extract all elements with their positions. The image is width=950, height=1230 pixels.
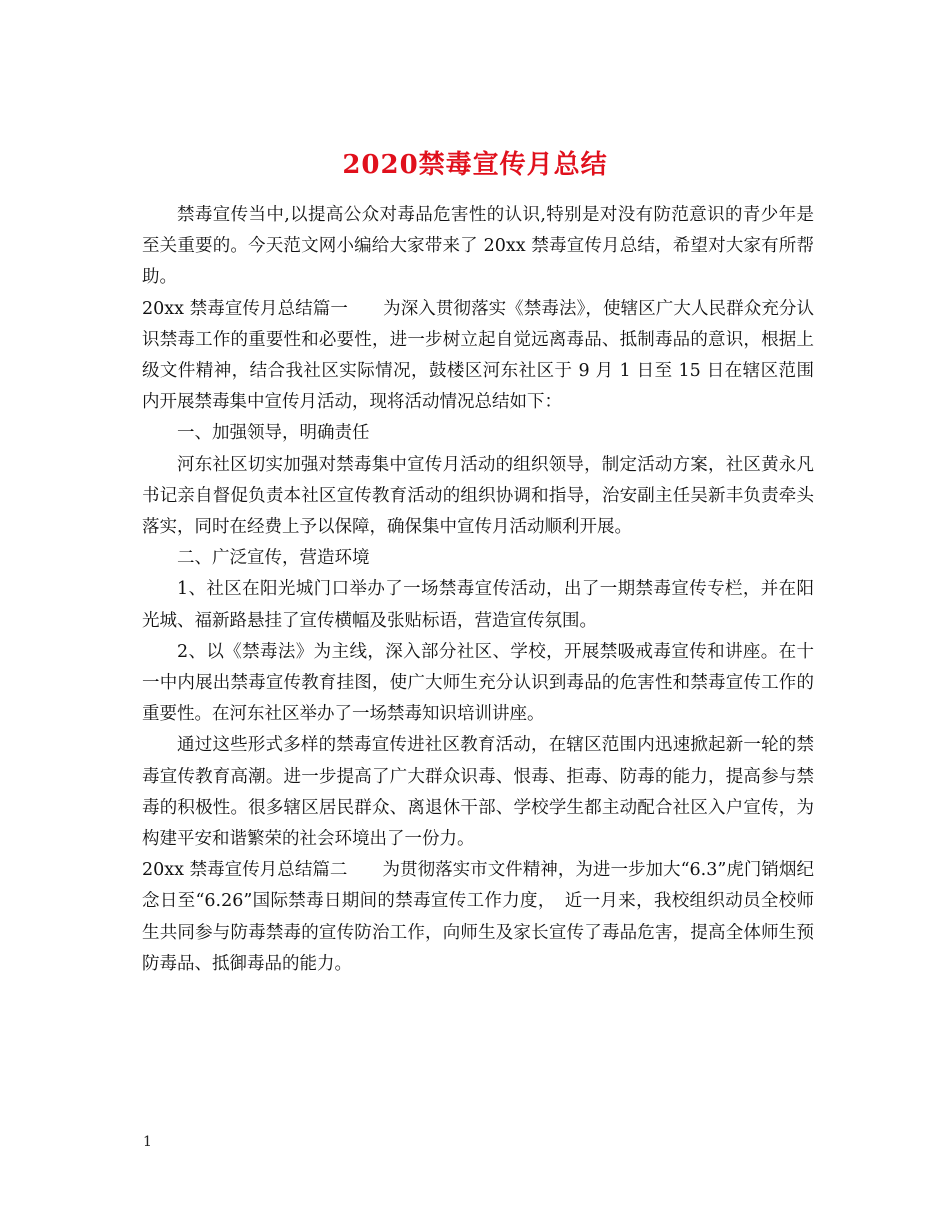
- document-body: [142, 200, 814, 980]
- subheading-leadership: 一、加强领导，明确责任: [177, 423, 370, 444]
- section-two-heading-paragraph: 20xx 禁毒宣传月总结篇二 为贯彻落实市文件精神，为进一步加大“6.3”虎门销烟纪念日至“6.26”国际禁毒日期间的禁毒宣传工作力度， 近一月来，我校组织动员全校师生共同参与防毒禁毒的宣传防治工作，向师生及家长宣传了毒品危害，提高全体师生预防毒品、抵御毒品的能力。: [142, 860, 814, 974]
- publicity-item-1: 1、社区在阳光城门口举办了一场禁毒宣传活动，出了一期禁毒宣传专栏，并在阳光城、福新路悬挂了宣传横幅及张贴标语，营造宣传氛围。: [142, 579, 814, 631]
- leadership-paragraph: 河东社区切实加强对禁毒集中宣传月活动的组织领导，制定活动方案，社区黄永凡书记亲自督促负责本社区宣传教育活动的组织协调和指导，治安副主任吴新丰负责牵头落实，同时在经费上予以保障，确保集中宣传月活动顺利开展。: [142, 454, 814, 538]
- document-title: 2020禁毒宣传月总结: [342, 150, 608, 181]
- page-number: 1: [143, 1134, 152, 1150]
- publicity-item-2: 2、以《禁毒法》为主线，深入部分社区、学校，开展禁吸戒毒宣传和讲座。在十一中内展出禁毒宣传教育挂图，使广大师生充分认识到毒品的危害性和禁毒宣传工作的重要性。在河东社区举办了一场禁毒知识培训讲座。: [142, 641, 814, 725]
- subheading-publicity: 二、广泛宣传，营造环境: [177, 548, 370, 569]
- intro-paragraph: 禁毒宣传当中,以提高公众对毒品危害性的认识,特别是对没有防范意识的青少年是至关重要的。今天范文网小编给大家带来了 20xx 禁毒宣传月总结，希望对大家有所帮助。: [142, 205, 814, 288]
- section-one-heading-paragraph: 20xx 禁毒宣传月总结篇一 为深入贯彻落实《禁毒法》，使辖区广大人民群众充分认识禁毒工作的重要性和必要性，进一步树立起自觉远离毒品、抵制毒品的意识，根据上级文件精神，结合我社区实际情况，鼓楼区河东社区于 9 月 1 日至 15 日在辖区范围内开展禁毒集中宣传月活动，现将活动情况总结如下：: [142, 298, 814, 413]
- summary-paragraph: 通过这些形式多样的禁毒宣传进社区教育活动，在辖区范围内迅速掀起新一轮的禁毒宣传教育高潮。进一步提高了广大群众识毒、恨毒、拒毒、防毒的能力，提高参与禁毒的积极性。很多辖区居民群众、离退休干部、学校学生都主动配合社区入户宣传，为构建平安和谐繁荣的社会环境出了一份力。: [142, 735, 814, 850]
